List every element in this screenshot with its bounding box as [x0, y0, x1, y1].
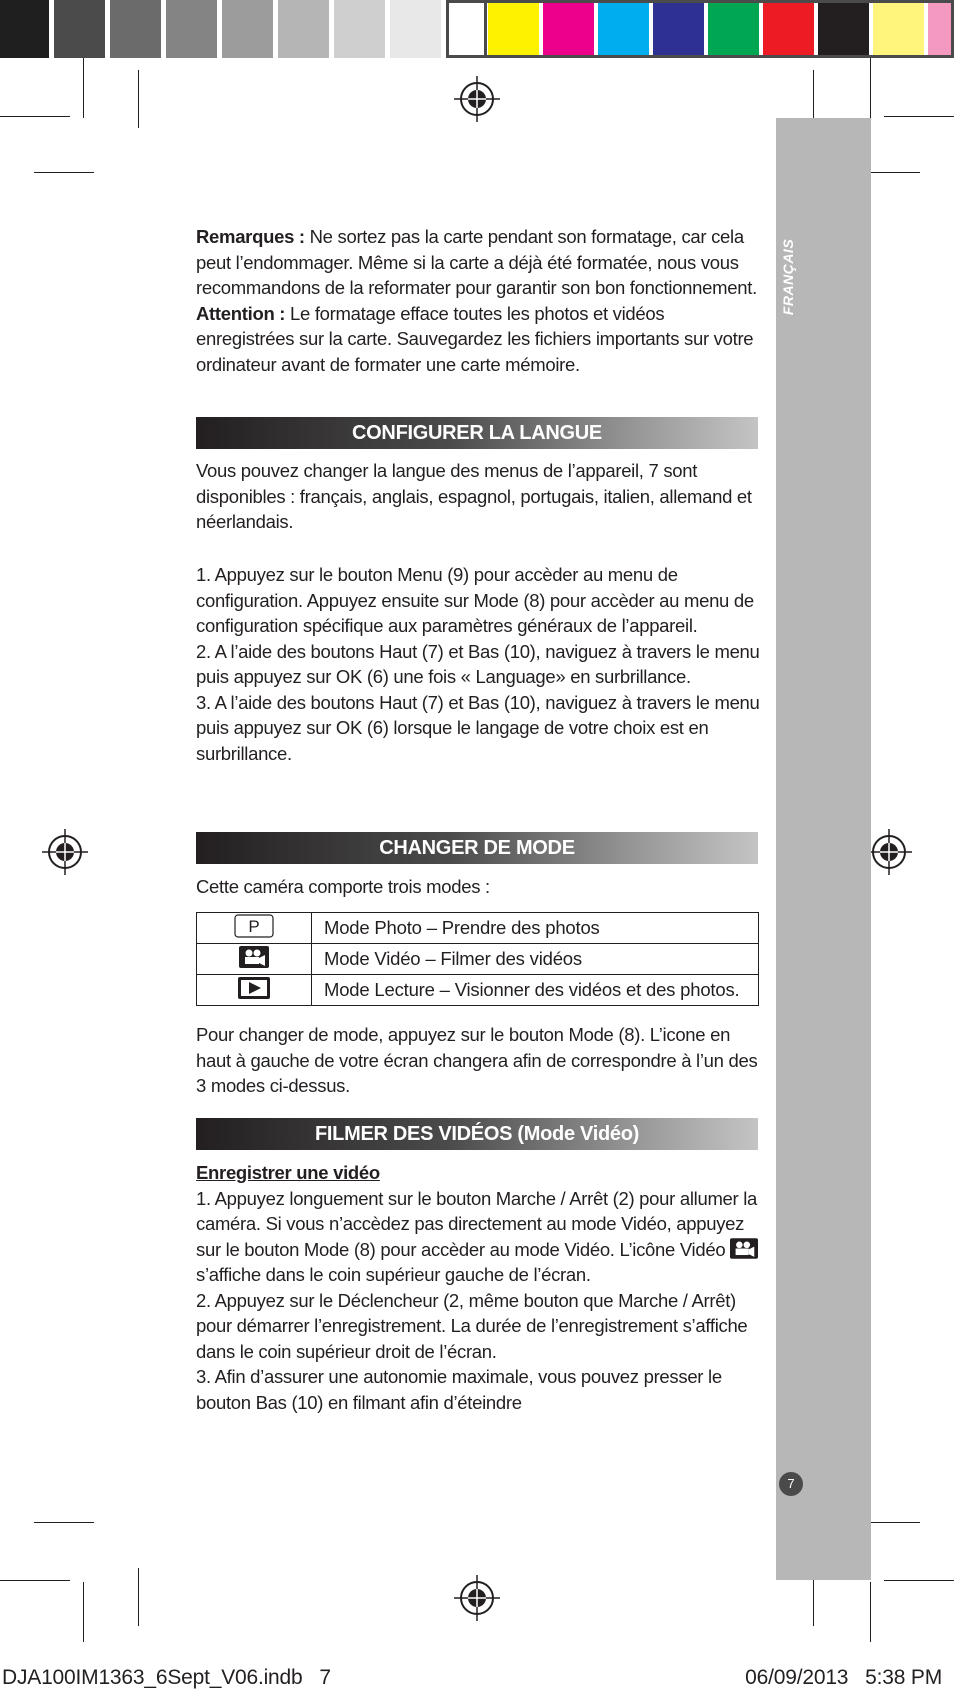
table-row	[197, 975, 759, 1006]
video-instructions	[196, 1160, 766, 1415]
modes-table	[196, 912, 759, 1006]
crop-mark	[34, 1522, 94, 1523]
color-swatch	[222, 0, 273, 58]
section-heading-language: CONFIGURER LA LANGUE	[196, 417, 758, 449]
color-swatch	[278, 0, 329, 58]
remarks-label: Remarques :	[196, 226, 305, 247]
video-step-2: 2. Appuyez sur le Déclencheur (2, même bouton que Marche / Arrêt) pour démarrer l’enregistrement. La durée de l’enregistrement s’affiche dans le coin supérieur droit de l’écran.	[196, 1289, 748, 1362]
video-subheading: Enregistrer une vidéo	[196, 1162, 380, 1183]
crop-mark	[870, 58, 871, 118]
color-swatch	[110, 0, 161, 58]
attention-text: Le formatage efface toutes les photos et vidéos enregistrées sur la carte. Sauvegardez les fichiers importants sur votre ordinateur avant de formater une carte mémoire.	[196, 302, 754, 375]
mode-label: Mode Vidéo – Filmer des vidéos	[312, 944, 759, 975]
video-camera-icon	[730, 1238, 758, 1259]
language-intro: Vous pouvez changer la langue des menus de l’appareil, 7 sont disponibles : français, anglais, espagnol, portugais, italien, allemand et néerlandais.	[196, 460, 752, 532]
mode-icon-cell	[197, 944, 312, 975]
crop-mark	[34, 172, 94, 173]
crop-mark	[813, 70, 814, 122]
crop-mark	[0, 116, 70, 117]
mode-label: Mode Lecture – Visionner des vidéos et des photos.	[312, 975, 759, 1006]
footer-file-info: DJA100IM1363_6Sept_V06.indb 7	[2, 1666, 331, 1689]
section-heading-video: FILMER DES VIDÉOS (Mode Vidéo)	[196, 1118, 758, 1150]
remarks-text: Ne sortez pas la carte pendant son formatage, car cela peut l’endommager. Même si la carte a déjà été formatée, nous vous recommandons de la reformater pour garantir son bon fonctionnement.	[196, 226, 757, 298]
table-row	[197, 944, 759, 975]
attention-label: Attention :	[196, 302, 286, 324]
color-swatch	[334, 0, 385, 58]
photo-mode-icon	[234, 914, 274, 938]
language-step: 3. A l’aide des boutons Haut (7) et Bas (10), naviguez à travers le menu puis appuyez sur OK (6) lorsque le langage de votre choix est en surbrillance.	[196, 691, 760, 764]
mode-icon-cell	[197, 975, 312, 1006]
video-camera-icon	[239, 946, 269, 968]
language-tab	[768, 232, 808, 322]
color-swatch	[54, 0, 105, 58]
mode-icon-cell	[197, 913, 312, 944]
color-bar-frame	[484, 0, 954, 58]
playback-icon	[238, 977, 270, 999]
crop-mark	[138, 1568, 139, 1626]
registration-mark-icon	[454, 76, 500, 122]
crop-mark	[870, 1582, 871, 1642]
color-swatch	[166, 0, 217, 58]
registration-mark-icon	[866, 829, 912, 875]
crop-mark	[0, 1580, 70, 1581]
crop-mark	[884, 116, 954, 117]
remarks-paragraph	[196, 224, 766, 377]
mode-note: Pour changer de mode, appuyez sur le bouton Mode (8). L’icone en haut à gauche de votre écran changera afin de correspondre à l’un des 3 modes ci-dessus.	[196, 1024, 758, 1096]
video-step-1	[196, 1186, 766, 1288]
language-steps	[196, 562, 766, 766]
crop-mark	[83, 58, 84, 118]
video-step-1-text: 1. Appuyez longuement sur le bouton Marche / Arrêt (2) pour allumer la caméra. Si vous n’accèdez pas directement au mode Vidéo, appuyez sur le bouton Mode (8) pour accèder au mode Vidéo. L’icône Vidéo	[196, 1187, 758, 1260]
crop-mark	[884, 1580, 954, 1581]
mode-intro: Cette caméra comporte trois modes :	[196, 876, 490, 897]
language-sidebar	[776, 118, 871, 1580]
language-step: 1. Appuyez sur le bouton Menu (9) pour accèder au menu de configuration. Appuyez ensuite sur Mode (8) pour accèder au menu de configuration spécifique aux paramètres généraux de l’appareil.	[196, 564, 754, 636]
language-label: FRANÇAIS	[780, 238, 796, 316]
crop-mark	[83, 1582, 84, 1642]
section-heading-mode: CHANGER DE MODE	[196, 832, 758, 864]
mode-label: Mode Photo – Prendre des photos	[312, 913, 759, 944]
page-number: 7	[779, 1472, 803, 1496]
color-swatch	[0, 0, 49, 58]
language-step: 2. A l’aide des boutons Haut (7) et Bas (10), naviguez à travers le menu puis appuyez sur OK (6) une fois « Language» en surbrillance.	[196, 640, 760, 687]
registration-mark-icon	[42, 829, 88, 875]
video-step-3: 3. Afin d’assurer une autonomie maximale, vous pouvez presser le bouton Bas (10) en filmant afin d’éteindre	[196, 1366, 722, 1413]
color-swatch	[390, 0, 441, 58]
footer-date: 06/09/2013 5:38 PM	[745, 1666, 942, 1689]
video-step-1-text: s’affiche dans le coin supérieur gauche de l’écran.	[196, 1264, 591, 1285]
crop-mark	[138, 70, 139, 128]
table-row	[197, 913, 759, 944]
registration-mark-icon	[454, 1575, 500, 1621]
svg-text:P: P	[248, 916, 260, 936]
